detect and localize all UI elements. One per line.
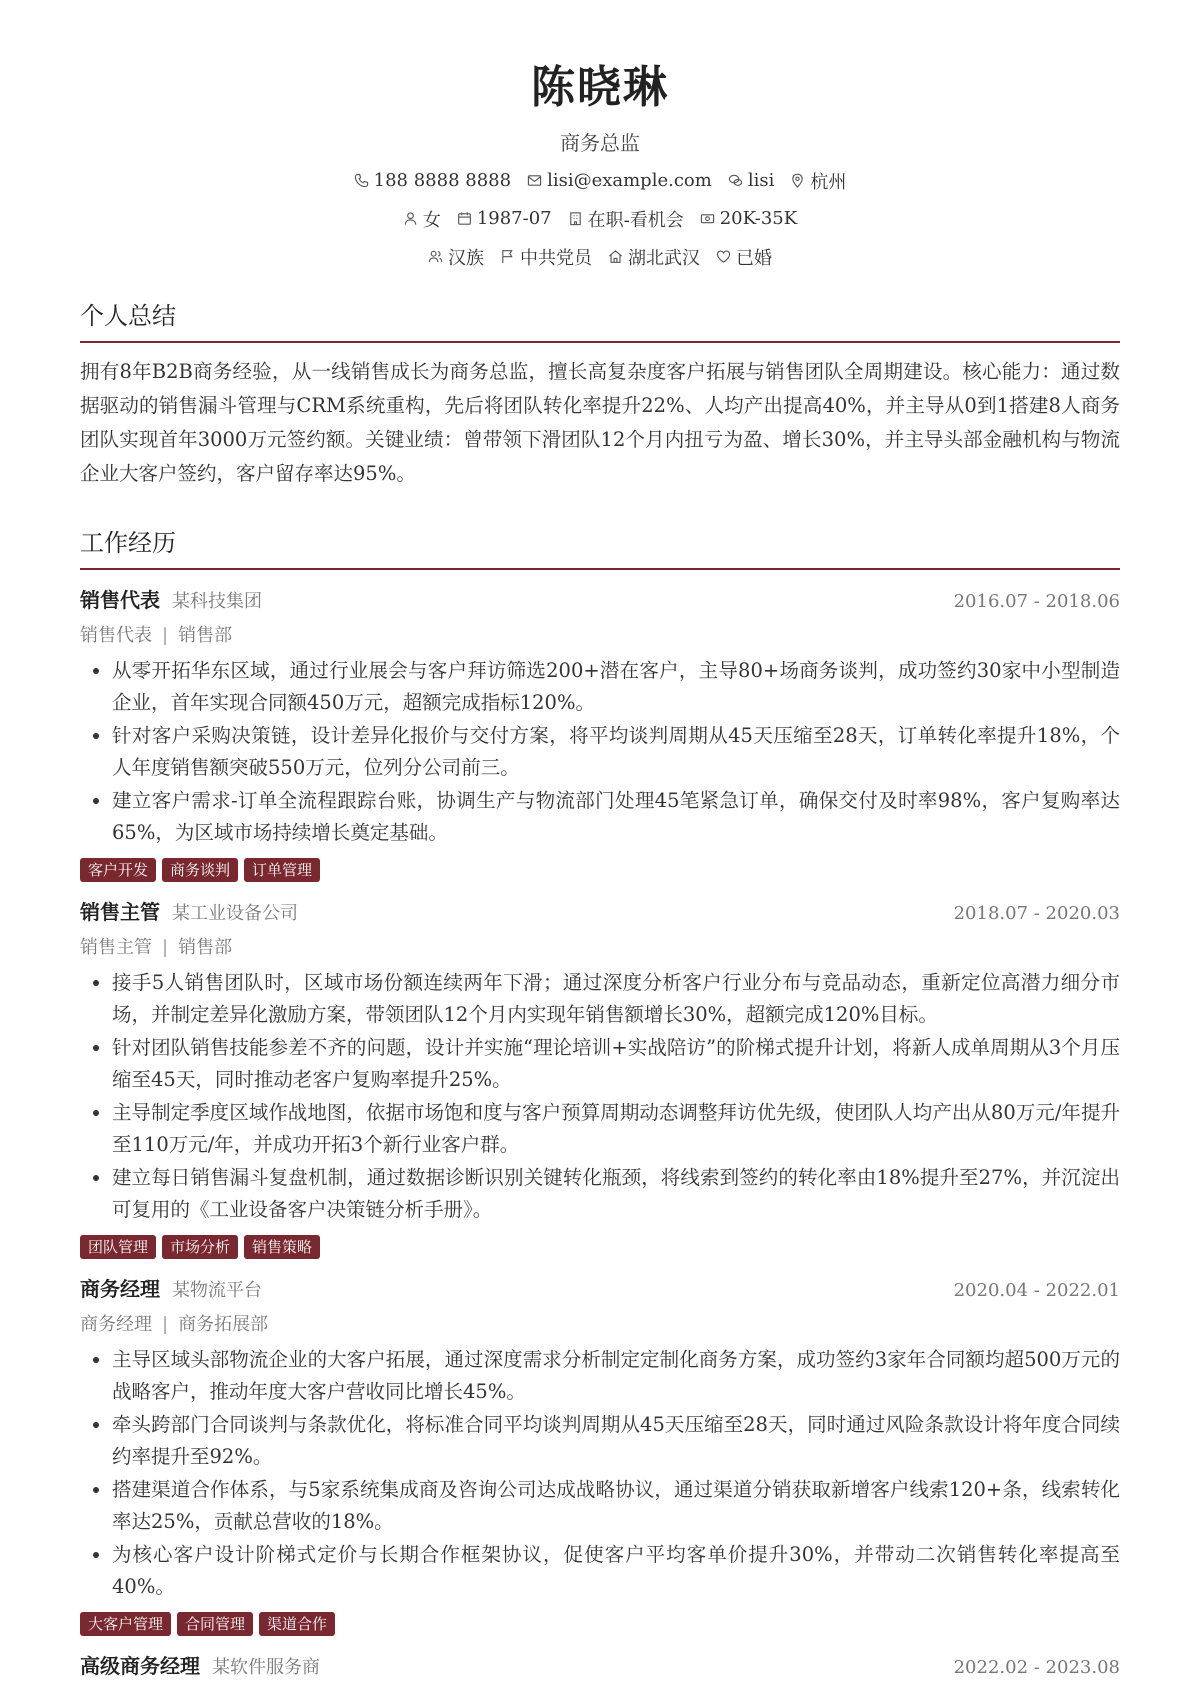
phone-item[interactable] [354, 168, 511, 194]
users-icon [428, 249, 443, 264]
flag-icon [500, 249, 515, 264]
job-bullets [80, 655, 1120, 850]
job-role: 销售主管 [80, 899, 160, 924]
job-company: 某科技集团 [172, 590, 262, 612]
home-icon [608, 249, 623, 264]
phone-icon [354, 173, 369, 188]
heart-icon [716, 249, 731, 264]
skill-tags [80, 858, 1120, 882]
wechat-icon [728, 173, 743, 188]
job-department: 商务拓展部 [178, 1313, 269, 1335]
job-entry [80, 584, 1120, 882]
salary-text: 20K-35K [719, 208, 798, 230]
skill-tag: 订单管理 [244, 858, 320, 882]
bullet-item: • 牵头跨部门合同谈判与条款优化，将标准合同平均谈判周期从45天压缩至28天，同时通过风险条款设计将年度合同续约率提升至92%。 [112, 1409, 1120, 1474]
job-entry [80, 1273, 1120, 1636]
job-subline [80, 1310, 1120, 1336]
location-pin-icon [790, 173, 805, 188]
bullet-item: • 为核心客户设计阶梯式定价与长期合作框架协议，促使客户平均客单价提升30%，并带动二次销售转化率提高至40%。 [112, 1539, 1120, 1604]
job-date: 2018.07 - 2020.03 [953, 902, 1120, 924]
salary-item [700, 206, 797, 232]
status-item [568, 206, 684, 232]
mail-icon [527, 173, 542, 188]
phone-text: 188 8888 8888 [373, 170, 512, 192]
personal-row [80, 206, 1120, 232]
skill-tags [80, 1612, 1120, 1636]
work-title: 工作经历 [80, 523, 1120, 570]
job-company: 某物流平台 [172, 1279, 262, 1301]
skill-tag: 合同管理 [177, 1612, 253, 1636]
email-text: lisi@example.com [547, 170, 712, 192]
job-date: 2016.07 - 2018.06 [953, 590, 1120, 612]
politics-item [500, 244, 592, 270]
birth-text: 1987-07 [476, 208, 552, 230]
job-bullets [80, 1344, 1120, 1604]
job-role: 高级商务经理 [80, 1653, 200, 1678]
skill-tag: 客户开发 [80, 858, 156, 882]
birth-item [457, 206, 552, 232]
ethnicity-item [428, 244, 484, 270]
wechat-text: lisi [747, 170, 775, 192]
city-item [790, 168, 846, 194]
job-position: 销售代表 [80, 624, 152, 646]
job-entry [80, 1650, 1120, 1679]
skill-tag: 渠道合作 [259, 1612, 335, 1636]
job-bullets [80, 967, 1120, 1227]
job-position: 销售主管 [80, 936, 152, 958]
skill-tag: 销售策略 [244, 1235, 320, 1259]
wechat-item [728, 168, 775, 194]
skill-tag: 团队管理 [80, 1235, 156, 1259]
job-date: 2020.04 - 2022.01 [953, 1279, 1120, 1301]
building-icon [568, 211, 583, 226]
bullet-item: • 从零开拓华东区域，通过行业展会与客户拜访筛选200+潜在客户，主导80+场商务谈判，成功签约30家中小型制造企业，首年实现合同额450万元，超额完成指标120%。 [112, 655, 1120, 720]
city-text: 杭州 [810, 171, 847, 193]
bullet-item: • 建立每日销售漏斗复盘机制，通过数据诊断识别关键转化瓶颈，将线索到签约的转化率由18%提升至27%，并沉淀出可复用的《工业设备客户决策链分析手册》。 [112, 1162, 1120, 1227]
job-department: 销售部 [178, 624, 233, 646]
status-text: 在职-看机会 [587, 209, 684, 231]
bullet-item: • 主导区域头部物流企业的大客户拓展，通过深度需求分析制定定制化商务方案，成功签约3家年合同额均超500万元的战略客户，推动年度大客户营收同比增长45%。 [112, 1344, 1120, 1409]
skill-tag: 市场分析 [162, 1235, 238, 1259]
job-company: 某软件服务商 [212, 1656, 320, 1678]
separator: | [162, 936, 169, 958]
skill-tags [80, 1235, 1120, 1259]
money-icon [700, 211, 715, 226]
summary-text: 拥有8年B2B商务经验，从一线销售成长为商务总监，擅长高复杂度客户拓展与销售团队全周期建设。核心能力：通过数据驱动的销售漏斗管理与CRM系统重构，先后将团队转化率提升22%、人均产出提高40%，并主导从0到1搭建8人商务团队实现首年3000万元签约额。关键业绩：曾带领下滑团队12个月内扭亏为盈、增长30%，并主导头部金融机构与物流企业大客户签约，客户留存率达95%。 [80, 359, 1120, 485]
skill-tag: 大客户管理 [80, 1612, 171, 1636]
bullet-item: • 接手5人销售团队时，区域市场份额连续两年下滑；通过深度分析客户行业分布与竞品动态，重新定位高潜力细分市场，并制定差异化激励方案，带领团队12个月内实现年销售额增长30%，超额完成120%目标。 [112, 967, 1120, 1032]
skill-tag: 商务谈判 [162, 858, 238, 882]
politics-text: 中共党员 [520, 247, 592, 269]
email-item[interactable] [527, 168, 712, 194]
hometown-text: 湖北武汉 [628, 247, 700, 269]
gender-item [403, 206, 441, 232]
ethnicity-text: 汉族 [448, 247, 484, 269]
marital-text: 已婚 [736, 247, 772, 269]
gender-text: 女 [422, 209, 441, 231]
job-position: 商务经理 [80, 1313, 152, 1335]
job-subline [80, 621, 1120, 647]
bullet-item: • 建立客户需求-订单全流程跟踪台账，协调生产与物流部门处理45笔紧急订单，确保交付及时率98%，客户复购率达65%，为区域市场持续增长奠定基础。 [112, 785, 1120, 850]
job-company: 某工业设备公司 [172, 902, 298, 924]
separator: | [162, 624, 169, 646]
job-subline [80, 933, 1120, 959]
job-department: 销售部 [178, 936, 233, 958]
job-title: 商务总监 [560, 130, 640, 155]
contact-row [80, 168, 1120, 194]
marital-item [716, 244, 772, 270]
user-icon [403, 211, 418, 226]
separator: | [162, 1313, 169, 1335]
bullet-item: • 主导制定季度区域作战地图，依据市场饱和度与客户预算周期动态调整拜访优先级，使团队人均产出从80万元/年提升至110万元/年，并成功开拓3个新行业客户群。 [112, 1097, 1120, 1162]
summary-title: 个人总结 [80, 296, 1120, 343]
job-role: 销售代表 [80, 587, 160, 612]
resume-header [80, 0, 1120, 270]
work-section [80, 523, 1120, 1679]
candidate-name: 陈晓琳 [531, 62, 669, 113]
background-row [80, 244, 1120, 270]
bullet-item: • 针对团队销售技能参差不齐的问题，设计并实施“理论培训+实战陪访”的阶梯式提升计划，将新人成单周期从3个月压缩至45天，同时推动老客户复购率提升25%。 [112, 1032, 1120, 1097]
hometown-item [608, 244, 700, 270]
job-date: 2022.02 - 2023.08 [953, 1656, 1120, 1678]
bullet-item: • 搭建渠道合作体系，与5家系统集成商及咨询公司达成战略协议，通过渠道分销获取新增客户线索120+条，线索转化率达25%，贡献总营收的18%。 [112, 1474, 1120, 1539]
job-entry [80, 896, 1120, 1259]
job-role: 商务经理 [80, 1276, 160, 1301]
calendar-icon [457, 211, 472, 226]
bullet-item: • 针对客户采购决策链，设计差异化报价与交付方案，将平均谈判周期从45天压缩至28天，订单转化率提升18%，个人年度销售额突破550万元，位列分公司前三。 [112, 720, 1120, 785]
summary-section [80, 296, 1120, 491]
